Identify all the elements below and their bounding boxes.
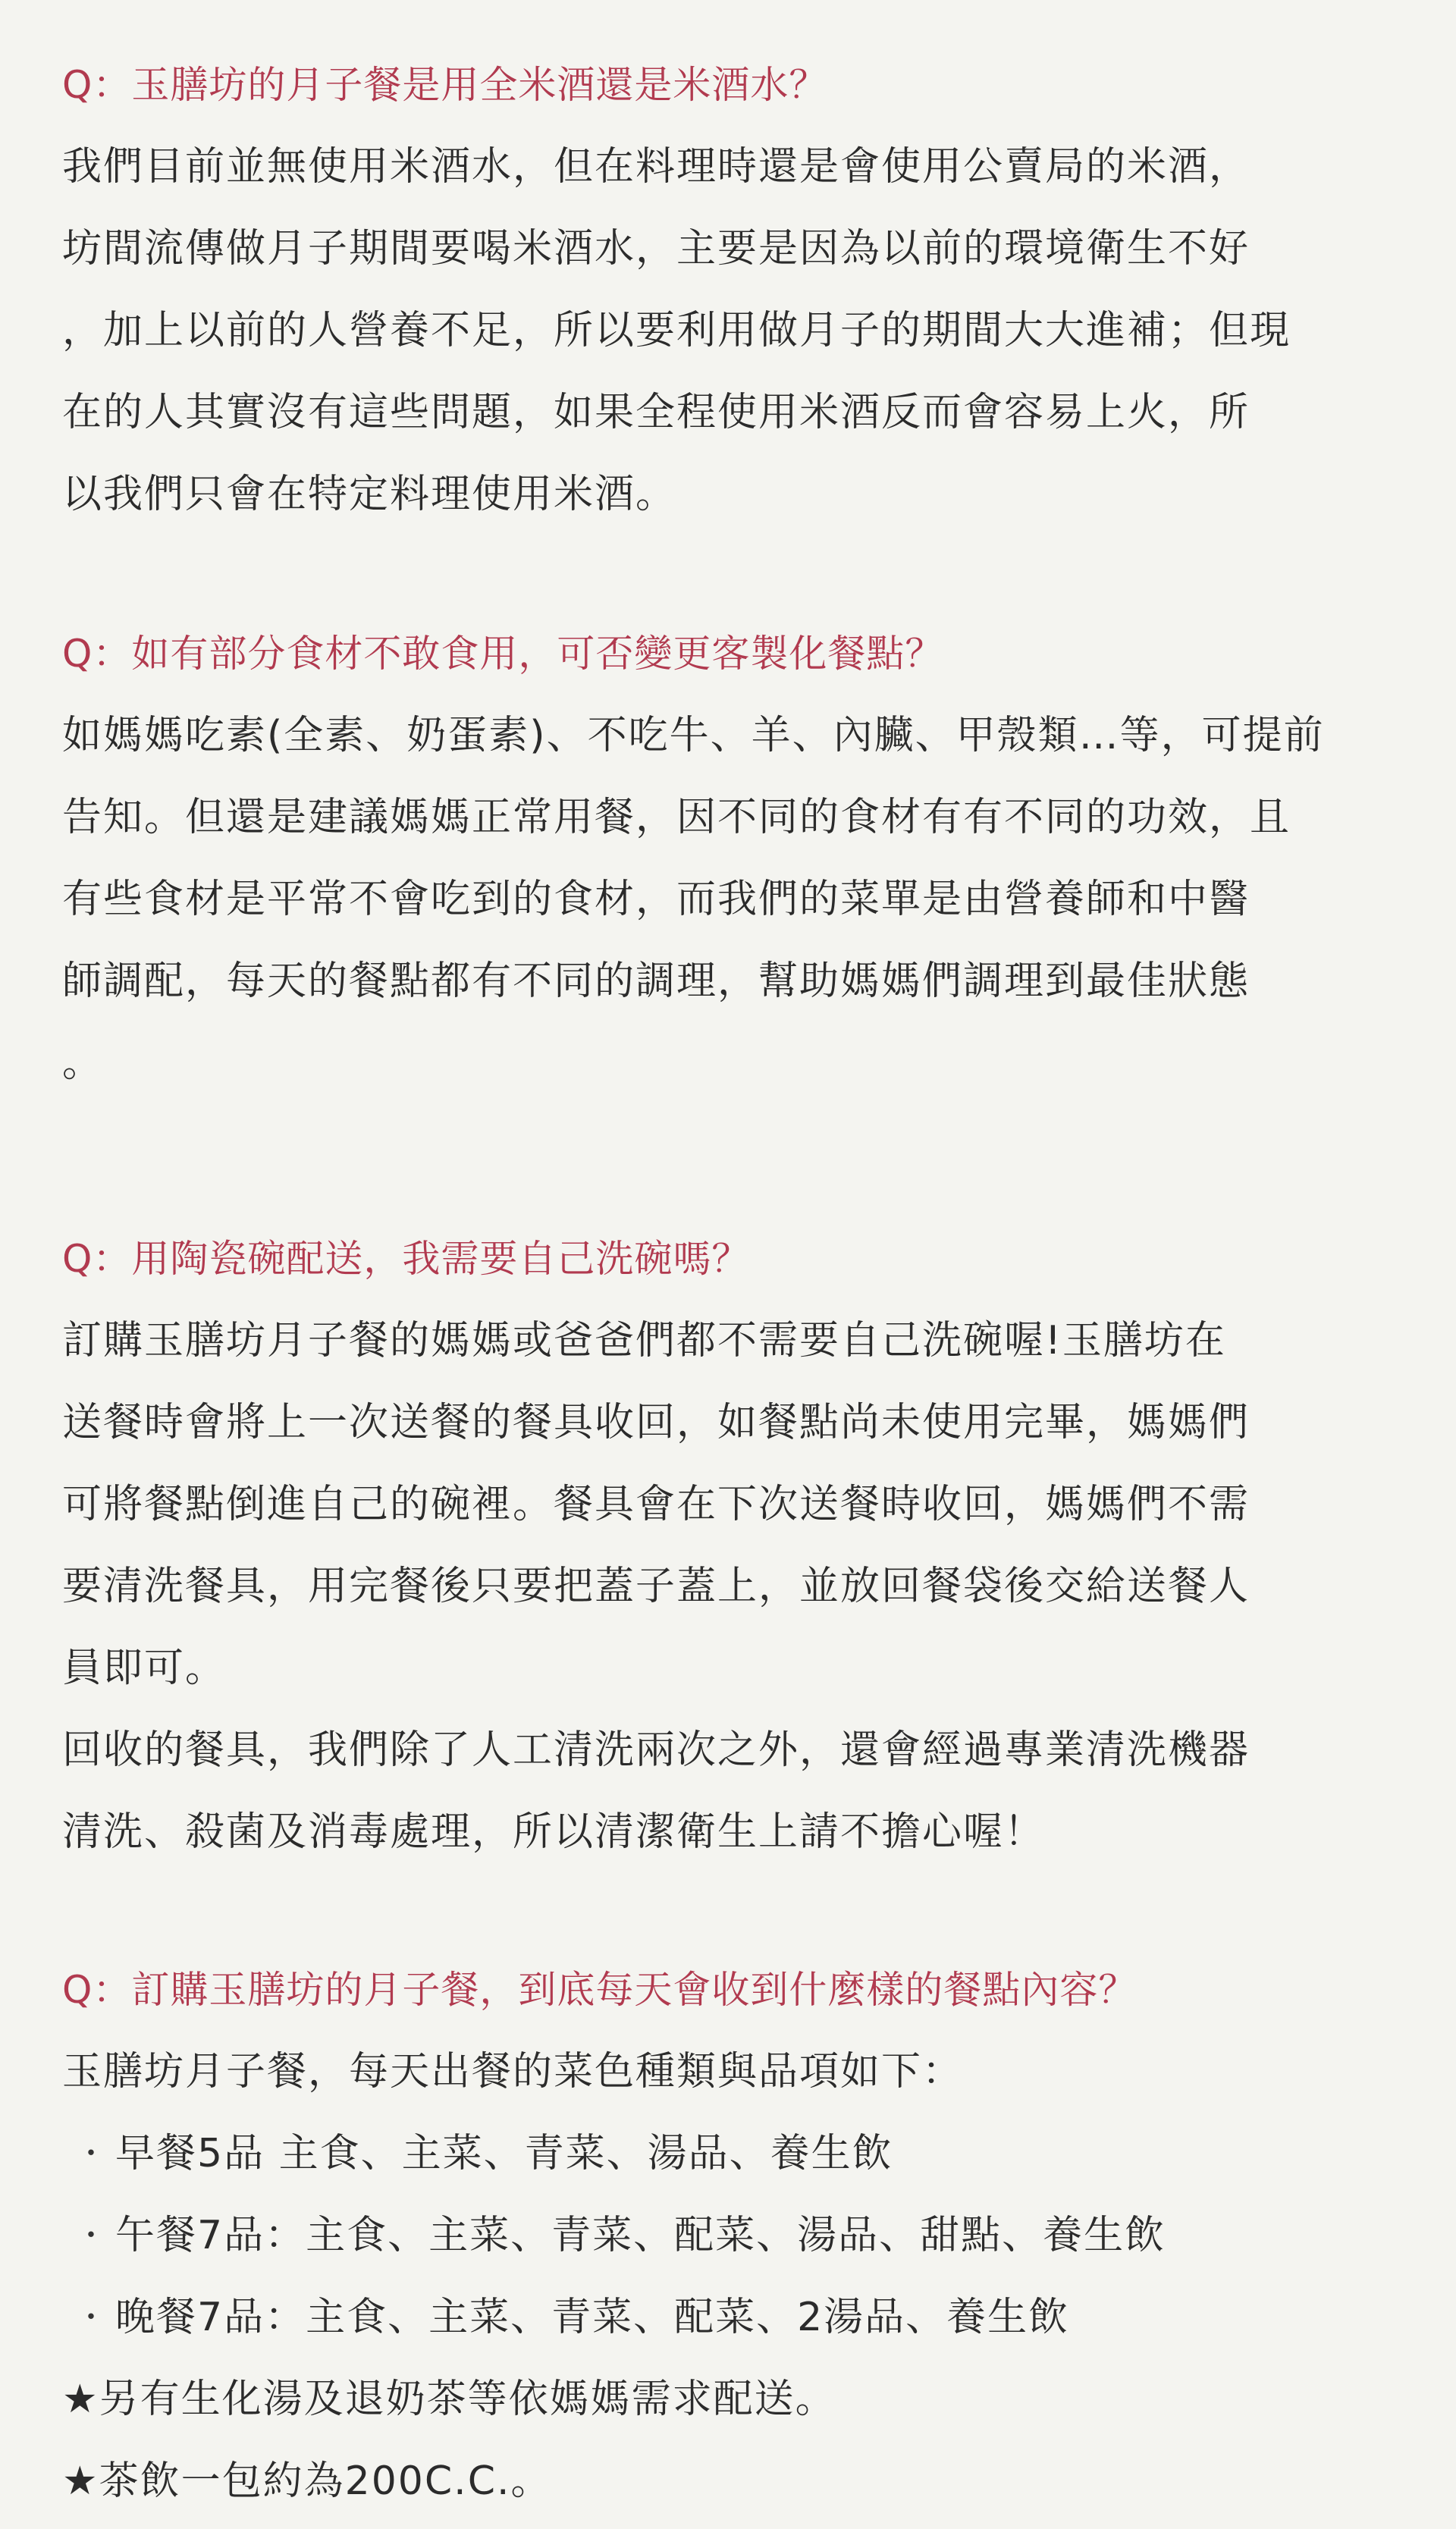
- menu-note: ★茶飲一包約為200C.C.。: [62, 2458, 552, 2504]
- faq-answer-line: 可將餐點倒進自己的碗裡。餐具會在下次送餐時收回，媽媽們不需: [62, 1482, 1250, 1527]
- menu-item-text: 午餐7品：主食、主菜、青菜、配菜、湯品、甜點、養生飲: [115, 2213, 1166, 2258]
- faq-answer-line: 員即可。: [62, 1646, 227, 1691]
- faq-answer-line: 清洗、殺菌及消毒處理，所以清潔衛生上請不擔心喔！: [62, 1809, 1046, 1855]
- faq-answer-line: 要清洗餐具，用完餐後只要把蓋子蓋上，並放回餐袋後交給送餐人: [62, 1564, 1250, 1609]
- bullet-icon: ・: [76, 2136, 108, 2171]
- faq-answer-line: 師調配，每天的餐點都有不同的調理，幫助媽媽們調理到最佳狀態: [62, 959, 1250, 1004]
- faq-answer-line: 告知。但還是建議媽媽正常用餐，因不同的食材有有不同的功效，且: [62, 795, 1291, 840]
- menu-item-text: 早餐5品 主食、主菜、青菜、湯品、養生飲: [115, 2131, 893, 2176]
- faq-answer-line: 回收的餐具，我們除了人工清洗兩次之外，還會經過專業清洗機器: [62, 1727, 1250, 1773]
- faq-answer-line: 在的人其實沒有這些問題，如果全程使用米酒反而會容易上火，所: [62, 390, 1250, 435]
- faq-custom-meals: [62, 613, 1395, 1104]
- faq-question: Q：如有部分食材不敢食用，可否變更客製化餐點？: [62, 632, 944, 676]
- faq-rice-wine: [62, 44, 1395, 535]
- faq-answer-line: 如媽媽吃素(全素、奶蛋素)、不吃牛、羊、內臟、甲殼類…等，可提前: [62, 713, 1325, 758]
- faq-question: Q：用陶瓷碗配送，我需要自己洗碗嗎？: [62, 1237, 751, 1281]
- menu-item-dinner: [62, 2276, 1395, 2358]
- bullet-icon: ・: [76, 2300, 108, 2335]
- faq-answer-line: 坊間流傳做月子期間要喝米酒水，主要是因為以前的環境衛生不好: [62, 226, 1250, 271]
- faq-answer-line: 。: [62, 1040, 104, 1086]
- faq-daily-menu: [62, 1949, 1395, 2522]
- faq-answer-line: 以我們只會在特定料理使用米酒。: [62, 472, 677, 517]
- faq-answer-line: 送餐時會將上一次送餐的餐具收回，如餐點尚未使用完畢，媽媽們: [62, 1400, 1250, 1445]
- menu-item-text: 晚餐7品：主食、主菜、青菜、配菜、2湯品、養生飲: [115, 2295, 1070, 2340]
- faq-answer-line: ，加上以前的人營養不足，所以要利用做月子的期間大大進補；但現: [62, 308, 1291, 353]
- faq-dishwashing: [62, 1218, 1395, 1873]
- menu-item-lunch: [62, 2195, 1395, 2276]
- faq-question: Q：訂購玉膳坊的月子餐，到底每天會收到什麼樣的餐點內容？: [62, 1968, 1138, 2012]
- faq-answer-line: 有些食材是平常不會吃到的食材，而我們的菜單是由營養師和中醫: [62, 877, 1250, 922]
- faq-question: Q：玉膳坊的月子餐是用全米酒還是米酒水？: [62, 63, 828, 107]
- menu-item-breakfast: [62, 2113, 1395, 2195]
- bullet-icon: ・: [76, 2218, 108, 2253]
- menu-note: ★另有生化湯及退奶茶等依媽媽需求配送。: [62, 2377, 836, 2422]
- faq-answer-line: 我們目前並無使用米酒水，但在料理時還是會使用公賣局的米酒，: [62, 144, 1250, 190]
- menu-intro: 玉膳坊月子餐，每天出餐的菜色種類與品項如下：: [62, 2049, 964, 2094]
- faq-answer-line: 訂購玉膳坊月子餐的媽媽或爸爸們都不需要自己洗碗喔!玉膳坊在: [62, 1318, 1226, 1363]
